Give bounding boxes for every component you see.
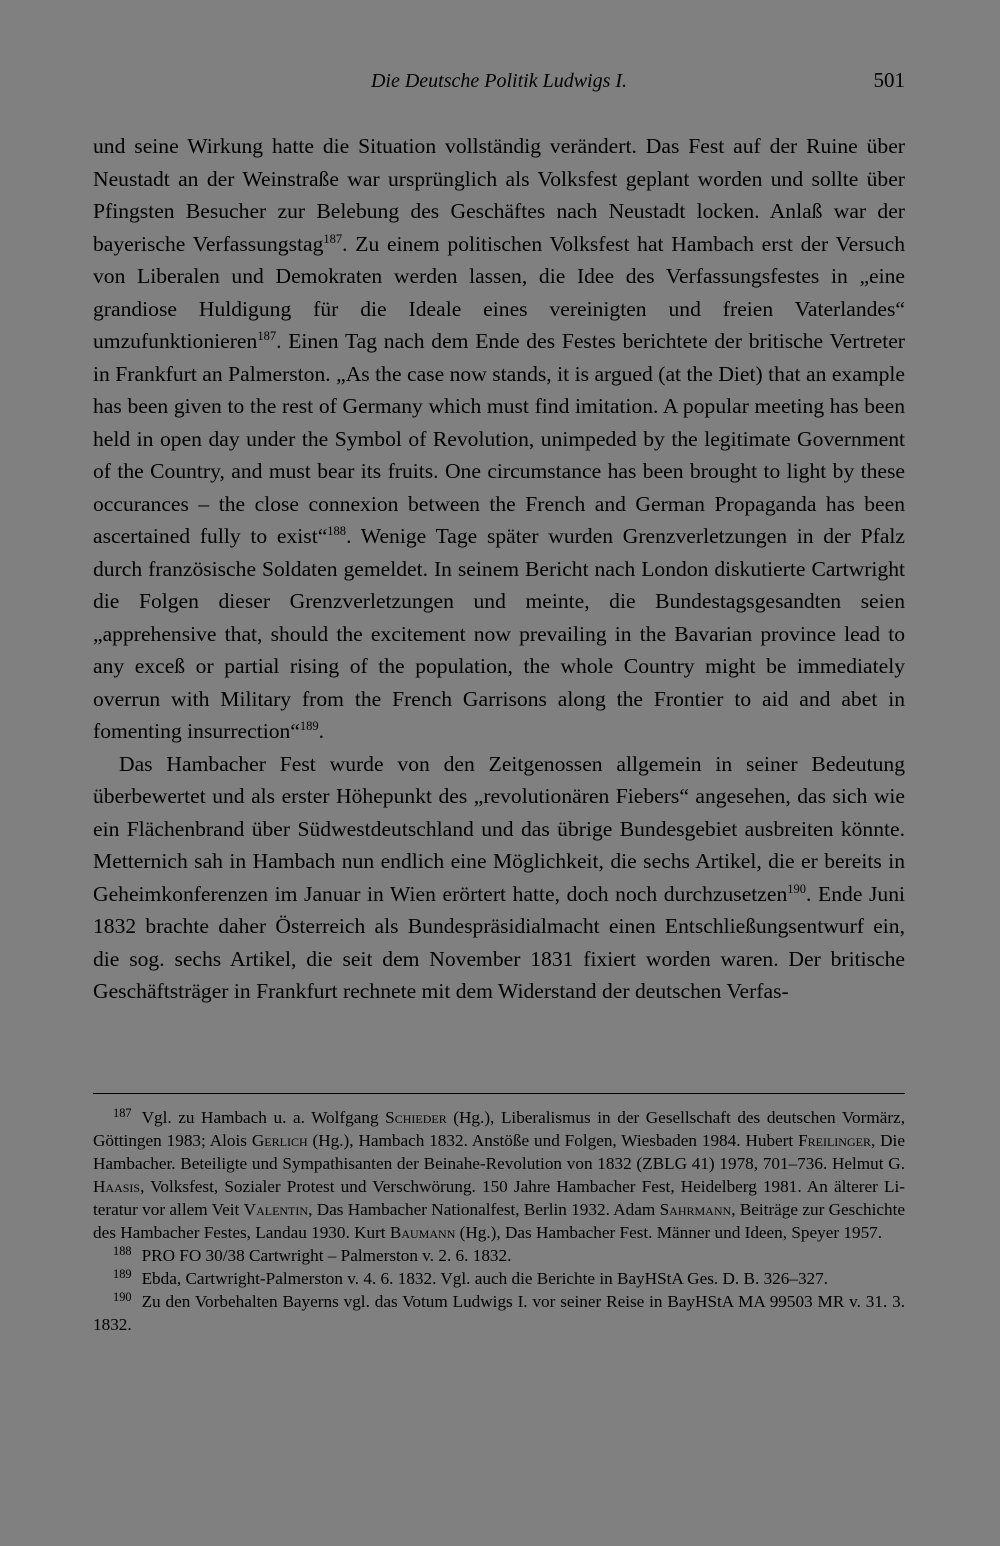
footnote-ref: 187 xyxy=(257,329,277,344)
text-run: , Volksfest, Sozialer Protest und Verschwörung. 150 Jahre Hambacher Fest, Heidelberg 1981. An älterer Literatur vor allem Veit xyxy=(93,1177,905,1219)
footnote-190 xyxy=(93,1290,905,1336)
footnotes xyxy=(93,1106,905,1336)
footnote-text: Zu den Vorbehalten Bayerns vgl. das Votum Ludwigs I. vor seiner Reise in BayHStA MA 99503 MR v. 31. 3. 1832. xyxy=(93,1292,905,1334)
author-name: Baumann xyxy=(389,1223,456,1242)
footnote-number: 189 xyxy=(113,1267,132,1282)
author-name: Valentin xyxy=(243,1200,309,1219)
main-text xyxy=(93,130,905,1008)
text-run: . Einen Tag nach dem Ende des Festes berichtete der britische Vertreter in Frankfurt an Palmerston. „As the case now stands, it is argued (at the Diet) that an example has been given to the rest of Germany which must find imitation. A popular meeting has been held in open day under the Symbol of Revolution, unimpeded by the legitimate Government of the Country, and must bear its fruits. One circumstance has been brought to light by these occurances – the close connexion between the French and German Propaganda has been ascertained fully to exist“ xyxy=(93,329,905,548)
text-run: (Hg.), Hambach 1832. Anstöße und Folgen, Wiesbaden 1984. Hubert xyxy=(307,1131,799,1150)
page-header xyxy=(93,66,905,100)
text-run: . Wenige Tage später wurden Grenzverletzungen in der Pfalz durch französische Soldaten gemeldet. In seinem Bericht nach London diskutierte Cartwright die Folgen dieser Grenzverletzungen und meinte, die Bundestagsgesandten seien „apprehensive that, should the excitement now prevailing in the Bavarian province lead to any exceß or partial rising of the population, the whole Country might be immediately overrun with Military from the French Garrisons along the Frontier to aid and abet in fomenting insurrection“ xyxy=(93,524,905,743)
footnote-188 xyxy=(93,1244,905,1267)
text-run: , Beiträge zur Geschichte des Hambacher Festes, Landau 1930. Kurt xyxy=(93,1200,905,1242)
author-name: Sahrmann xyxy=(659,1200,732,1219)
text-run: (Hg.), Das Hambacher Fest. Männer und Ideen, Speyer 1957. xyxy=(455,1223,883,1242)
page-number: 501 xyxy=(873,68,905,92)
footnote-ref: 189 xyxy=(299,719,319,734)
footnote-ref: 188 xyxy=(327,524,347,539)
footnote-189 xyxy=(93,1267,905,1290)
text-run: , Die Hambacher. Beteiligte und Sympathisanten der Beinahe-Revolution von 1832 (ZBLG 41) 1978, 701–736. Helmut G. xyxy=(93,1131,905,1173)
text-run: . Zu einem politischen Volksfest hat Hambach erst der Versuch von Liberalen und Demokraten werden lassen, die Idee des Verfassungsfestes in „eine grandiose Huldigung für die Ideale eines vereinigten und freien Vaterlandes“ umzufunktionieren xyxy=(93,231,906,353)
author-name: Schieder xyxy=(385,1108,447,1127)
footnote-ref: 187 xyxy=(323,231,343,246)
footnote-text: PRO FO 30/38 Cartwright – Palmerston v. 2. 6. 1832. xyxy=(141,1246,512,1265)
author-name: Freilinger xyxy=(798,1131,871,1150)
footnote-ref: 190 xyxy=(787,881,807,896)
footnote-number: 190 xyxy=(113,1290,132,1305)
paragraph xyxy=(93,748,905,1008)
text-run: und seine Wirkung hatte die Situation vollständig verändert. Das Fest auf der Ruine über Neustadt an der Weinstraße war ursprünglich als Volksfest geplant worden und sollte über Pfingsten Besucher zur Belebung des Geschäftes nach Neustadt locken. Anlaß war der bayerische Verfassungstag xyxy=(93,134,905,256)
author-name: Gerlich xyxy=(251,1131,308,1150)
text-run: . Ende Juni 1832 brachte daher Österreich als Bundespräsidialmacht einen Entschließungsentwurf ein, die sog. sechs Artikel, die seit dem November 1831 fixiert worden waren. Der britische Geschäftsträger in Frankfurt rechnete mit dem Widerstand der deutschen Verfas- xyxy=(93,881,906,1003)
footnote-number: 187 xyxy=(113,1106,132,1121)
footnote-text: Ebda, Cartwright-Palmerston v. 4. 6. 1832. Vgl. auch die Berichte in BayHStA Ges. D. B. 326–327. xyxy=(141,1269,829,1288)
footnote-187 xyxy=(93,1106,905,1244)
author-name: Haasis xyxy=(93,1177,141,1196)
running-title: Die Deutsche Politik Ludwigs I. xyxy=(370,70,628,92)
footnote-number: 188 xyxy=(113,1244,132,1259)
text-run: , Das Hambacher Nationalfest, Berlin 1932. Adam xyxy=(308,1200,660,1219)
text-run: Das Hambacher Fest wurde von den Zeitgenossen allgemein in seiner Bedeutung überbewertet und als erster Höhepunkt des „revolutionären Fiebers“ angesehen, das sich wie ein Flächenbrand über Südwestdeutschland und das übrige Bundesgebiet ausbreiten könnte. Metternich sah in Hambach nun endlich eine Möglichkeit, die sechs Artikel, die er bereits in Geheimkonferenzen im Januar in Wien erörtert hatte, doch noch durchzusetzen xyxy=(93,751,905,906)
footnote-divider xyxy=(93,1093,905,1094)
text-run: Vgl. zu Hambach u. a. Wolfgang xyxy=(141,1108,386,1127)
text-run: (Hg.), Liberalismus in der Gesellschaft des deutschen Vormärz, Göttingen 1983; Alois xyxy=(93,1108,905,1150)
paragraph xyxy=(93,130,905,748)
text-run: . xyxy=(318,719,325,743)
